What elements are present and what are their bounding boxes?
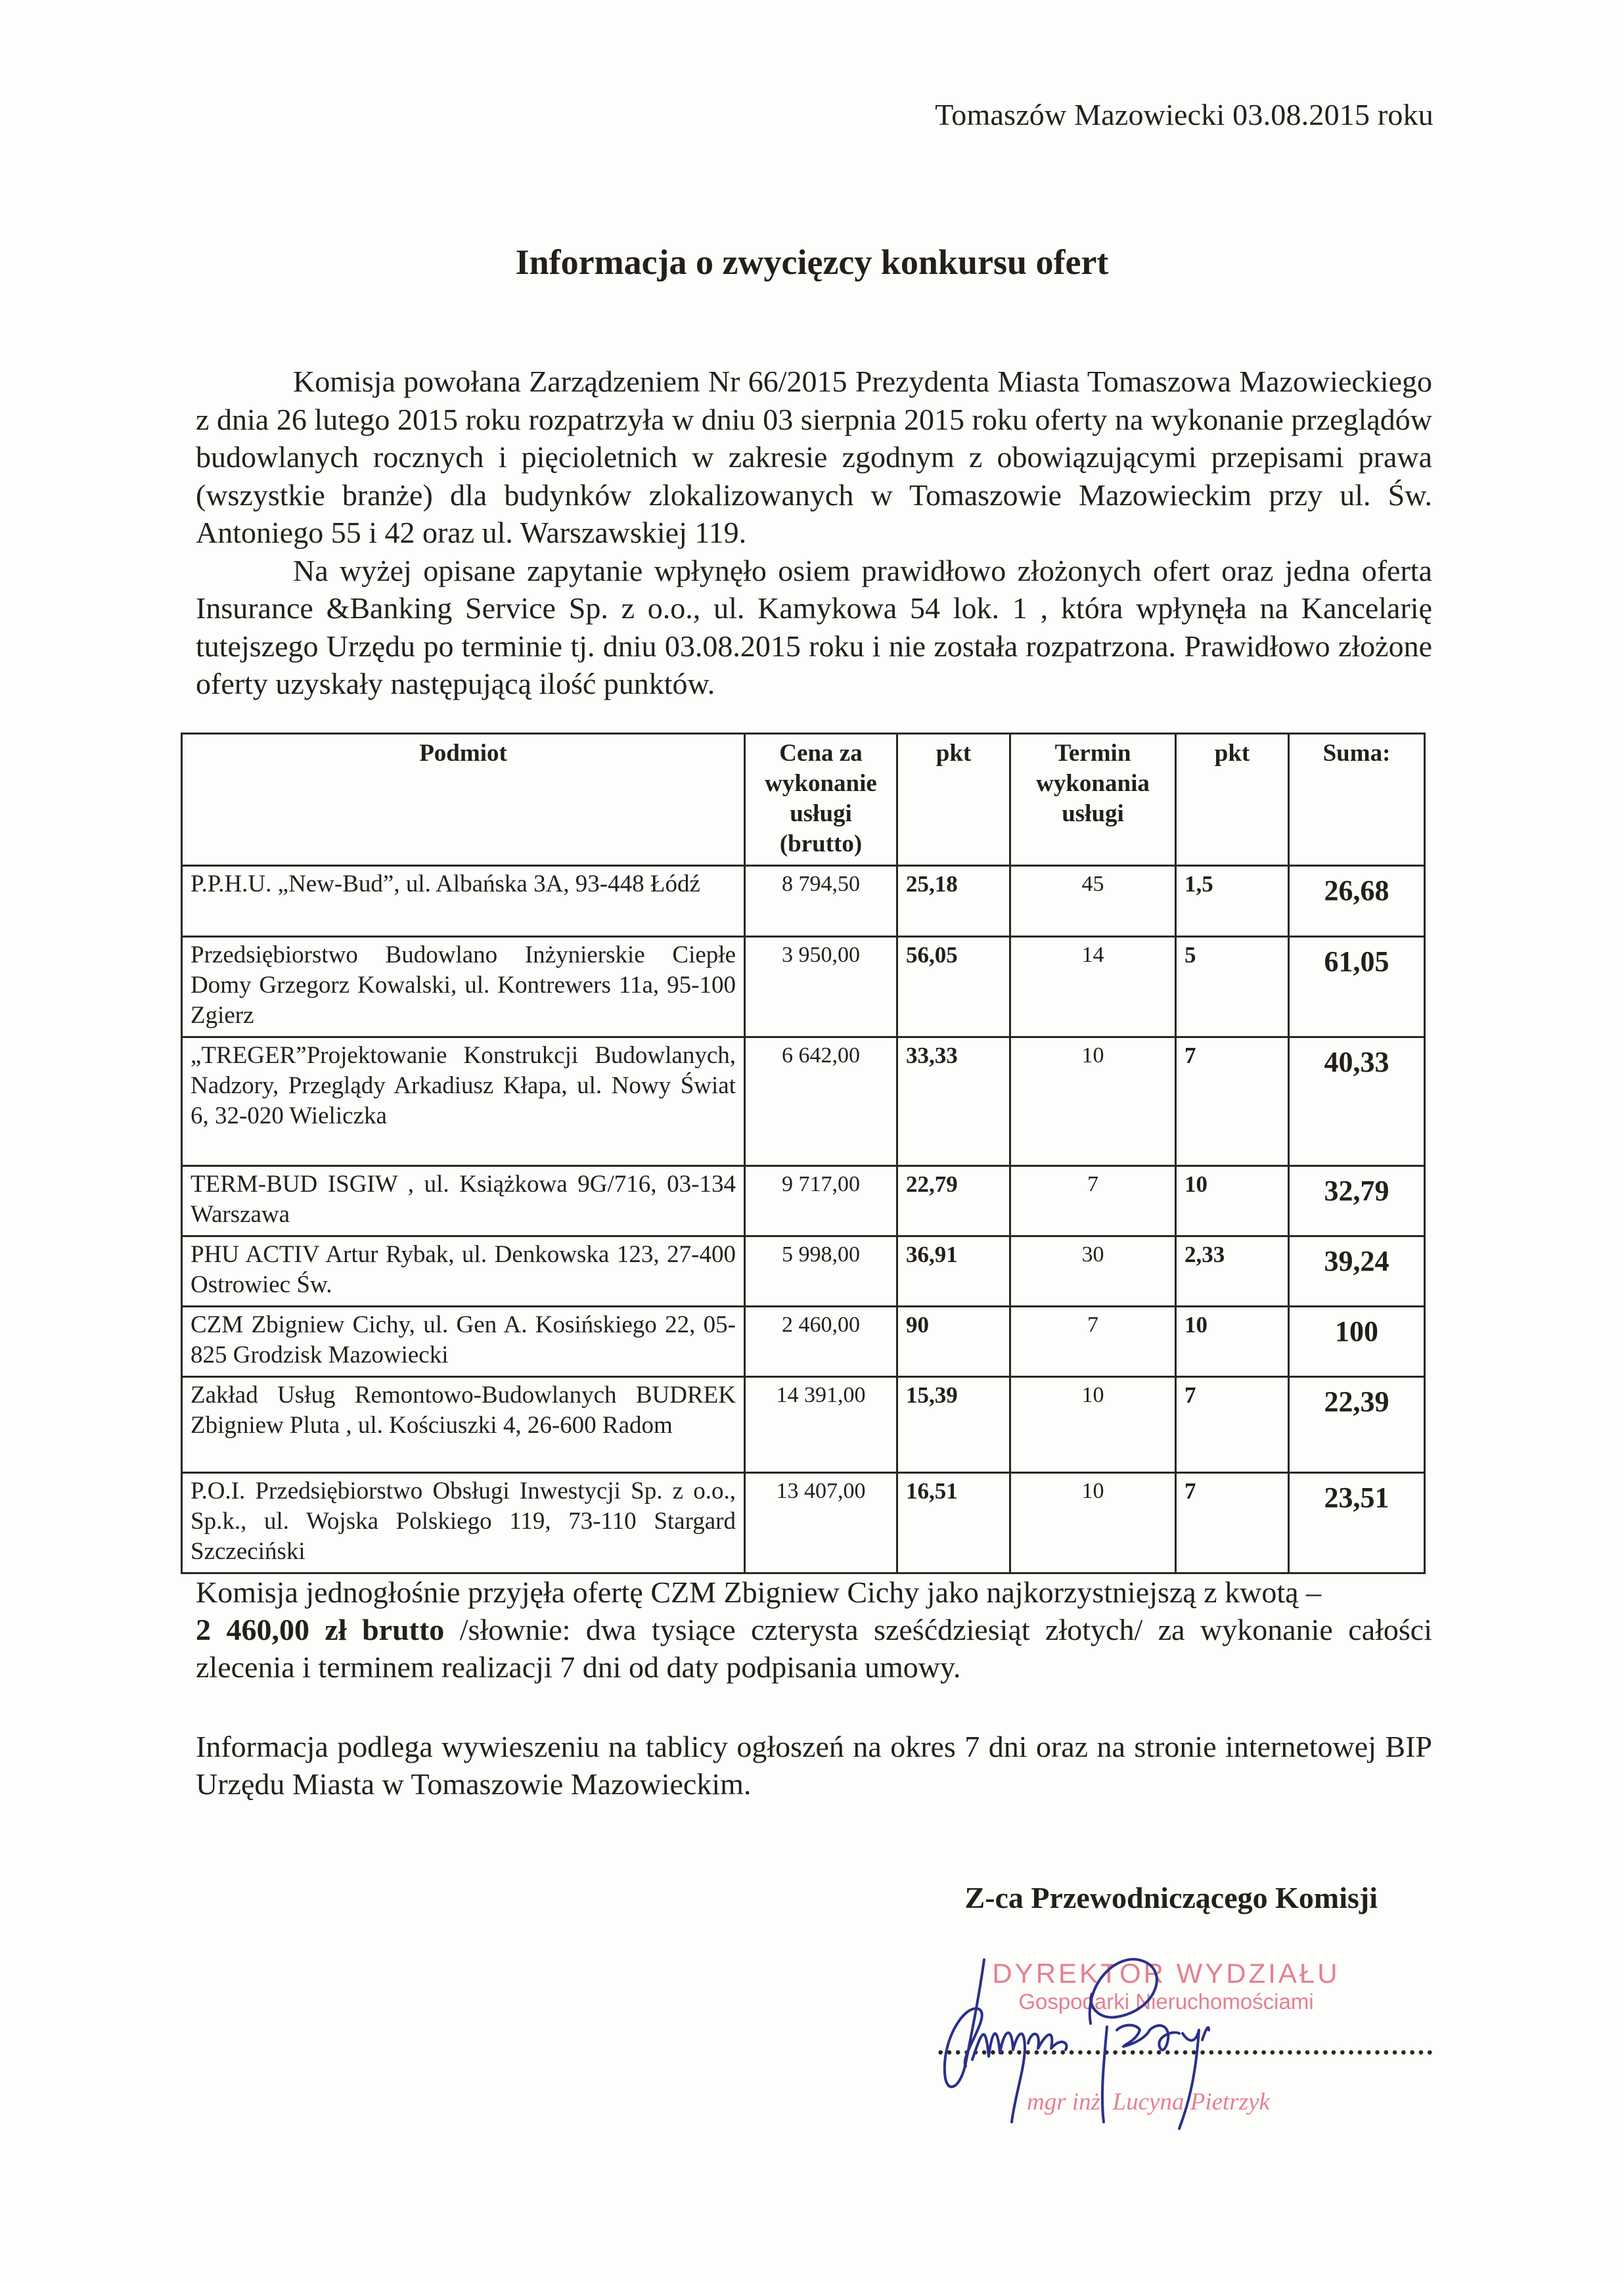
sum-cell: 40,33 xyxy=(1289,1037,1425,1166)
sum-cell: 23,51 xyxy=(1289,1473,1425,1573)
entity-cell: Zakład Usług Remontowo-Budowlanych BUDREK Zbigniew Pluta , ul. Kościuszki 4, 26-600 Radom xyxy=(182,1377,745,1473)
entity-cell: Przedsiębiorstwo Budowlano Inżynierskie Ciepłe Domy Grzegorz Kowalski, ul. Kontrewers 11a, 95-100 Zgierz xyxy=(182,937,745,1037)
table-row xyxy=(182,1236,1425,1307)
signer-title: Z-ca Przewodniczącego Komisji xyxy=(964,1881,1378,1914)
price-cell: 2 460,00 xyxy=(745,1307,897,1377)
decision-text-after: /słownie: dwa tysiące czterysta sześćdziesiąt złotych/ za wykonanie całości zlecenia i terminem realizacji 7 dni od daty podpisania umowy. xyxy=(196,1613,1432,1684)
signature-dotted-line xyxy=(936,2050,1432,2055)
sum-cell: 32,79 xyxy=(1289,1166,1425,1236)
term-cell: 10 xyxy=(1010,1377,1176,1473)
term-cell: 7 xyxy=(1010,1307,1176,1377)
term-points-cell: 7 xyxy=(1176,1377,1289,1473)
header-term-points: pkt xyxy=(1176,734,1289,866)
offers-scoring-table xyxy=(181,733,1426,1574)
sum-cell: 39,24 xyxy=(1289,1236,1425,1307)
price-cell: 9 717,00 xyxy=(745,1166,897,1236)
notice-paragraph: Informacja podlega wywieszeniu na tablicy ogłoszeń na okres 7 dni oraz na stronie internetowej BIP Urzędu Miasta w Tomaszowie Mazowieckim. xyxy=(196,1730,1432,1801)
notice-section xyxy=(196,1728,1432,1803)
intro-paragraph-1: Komisja powołana Zarządzeniem Nr 66/2015 Prezydenta Miasta Tomaszowa Mazowieckiego z dnia 26 lutego 2015 roku rozpatrzyła w dniu 03 sierpnia 2015 roku oferty na wykonanie przeglądów budowlanych rocznych i pięcioletnich w zakresie zgodnym z obowiązującymi przepisami prawa (wszystkie branże) dla budynków zlokalizowanych w Tomaszowie Mazowieckim przy ul. Św. Antoniego 55 i 42 oraz ul. Warszawskiej 119. xyxy=(196,365,1432,549)
intro-paragraph-2: Na wyżej opisane zapytanie wpłynęło osiem prawidłowo złożonych ofert oraz jedna oferta Insurance &Banking Service Sp. z o.o., ul. Kamykowa 54 lok. 1 , która wpłynęła na Kancelarię tutejszego Urzędu po terminie tj. dniu 03.08.2015 roku i nie została rozpatrzona. Prawidłowo złożone oferty uzyskały następującą ilość punktów. xyxy=(196,553,1432,700)
header-sum: Suma: xyxy=(1289,734,1425,866)
price-points-cell: 22,79 xyxy=(897,1166,1010,1236)
header-term: Termin wykonania usługi xyxy=(1010,734,1176,866)
term-cell: 7 xyxy=(1010,1166,1176,1236)
term-cell: 10 xyxy=(1010,1473,1176,1573)
price-cell: 5 998,00 xyxy=(745,1236,897,1307)
document-title: Informacja o zwycięzcy konkursu ofert xyxy=(515,242,1109,282)
table-row xyxy=(182,866,1425,937)
table-row xyxy=(182,1377,1425,1473)
term-points-cell: 10 xyxy=(1176,1307,1289,1377)
table-row xyxy=(182,937,1425,1037)
price-points-cell: 33,33 xyxy=(897,1037,1010,1166)
decision-text-before: Komisja jednogłośnie przyjęła ofertę CZM Zbigniew Cichy jako najkorzystniejszą z kwotą – xyxy=(196,1575,1322,1609)
decision-section xyxy=(196,1573,1432,1686)
place-and-date: Tomaszów Mazowiecki 03.08.2015 roku xyxy=(935,98,1433,131)
table-header-row xyxy=(182,734,1425,866)
term-points-cell: 10 xyxy=(1176,1166,1289,1236)
sum-cell: 22,39 xyxy=(1289,1377,1425,1473)
price-points-cell: 16,51 xyxy=(897,1473,1010,1573)
stamp-line-department: Gospodarki Nieruchomościami xyxy=(1018,1989,1314,2014)
table-row xyxy=(182,1037,1425,1166)
header-entity: Podmiot xyxy=(182,734,745,866)
term-cell: 14 xyxy=(1010,937,1176,1037)
price-cell: 6 642,00 xyxy=(745,1037,897,1166)
header-price-points: pkt xyxy=(897,734,1010,866)
term-points-cell: 7 xyxy=(1176,1473,1289,1573)
entity-cell: CZM Zbigniew Cichy, ul. Gen A. Kosińskiego 22, 05-825 Grodzisk Mazowiecki xyxy=(182,1307,745,1377)
sum-cell: 61,05 xyxy=(1289,937,1425,1037)
term-cell: 45 xyxy=(1010,866,1176,937)
entity-cell: „TREGER”Projektowanie Konstrukcji Budowlanych, Nadzory, Przeglądy Arkadiusz Kłapa, ul. Nowy Świat 6, 32-020 Wieliczka xyxy=(182,1037,745,1166)
price-points-cell: 90 xyxy=(897,1307,1010,1377)
decision-paragraph xyxy=(196,1573,1432,1686)
table-row-winner xyxy=(182,1307,1425,1377)
table-row xyxy=(182,1166,1425,1236)
price-cell: 13 407,00 xyxy=(745,1473,897,1573)
table-row xyxy=(182,1473,1425,1573)
stamp-line-name: mgr inż. Lucyna Pietrzyk xyxy=(1027,2089,1270,2115)
price-points-cell: 56,05 xyxy=(897,937,1010,1037)
price-cell: 14 391,00 xyxy=(745,1377,897,1473)
stamp-line-position: DYREKTOR WYDZIAŁU xyxy=(992,1958,1340,1989)
price-points-cell: 36,91 xyxy=(897,1236,1010,1307)
price-cell: 8 794,50 xyxy=(745,866,897,937)
price-points-cell: 25,18 xyxy=(897,866,1010,937)
header-price: Cena za wykonanie usługi (brutto) xyxy=(745,734,897,866)
term-points-cell: 2,33 xyxy=(1176,1236,1289,1307)
term-points-cell: 1,5 xyxy=(1176,866,1289,937)
term-points-cell: 7 xyxy=(1176,1037,1289,1166)
entity-cell: PHU ACTIV Artur Rybak, ul. Denkowska 123, 27-400 Ostrowiec Św. xyxy=(182,1236,745,1307)
term-points-cell: 5 xyxy=(1176,937,1289,1037)
term-cell: 30 xyxy=(1010,1236,1176,1307)
entity-cell: TERM-BUD ISGIW , ul. Książkowa 9G/716, 03-134 Warszawa xyxy=(182,1166,745,1236)
price-points-cell: 15,39 xyxy=(897,1377,1010,1473)
winning-amount: 2 460,00 zł brutto xyxy=(196,1613,445,1646)
entity-cell: P.O.I. Przedsiębiorstwo Obsługi Inwestycji Sp. z o.o., Sp.k., ul. Wojska Polskiego 119, 73-110 Stargard Szczeciński xyxy=(182,1473,745,1573)
official-stamp xyxy=(989,1958,1343,2115)
entity-cell: P.P.H.U. „New-Bud”, ul. Albańska 3A, 93-448 Łódź xyxy=(182,866,745,937)
price-cell: 3 950,00 xyxy=(745,937,897,1037)
intro-section xyxy=(196,363,1432,703)
sum-cell: 100 xyxy=(1289,1307,1425,1377)
sum-cell: 26,68 xyxy=(1289,866,1425,937)
term-cell: 10 xyxy=(1010,1037,1176,1166)
